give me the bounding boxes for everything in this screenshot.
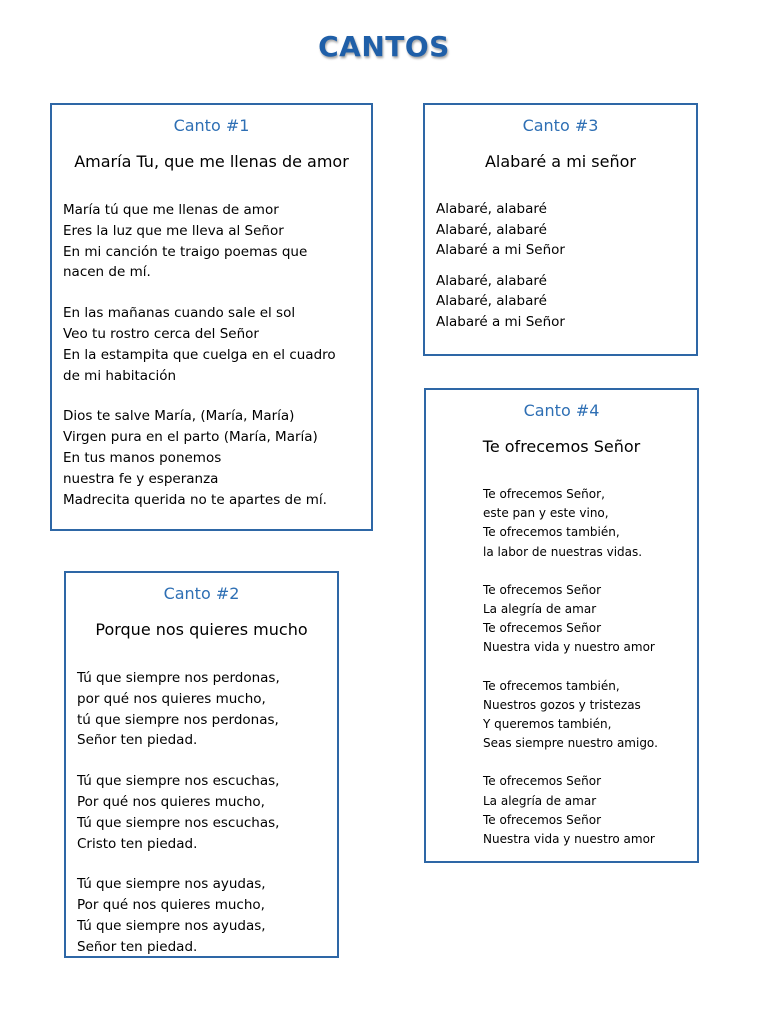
canto-2-box <box>64 571 339 958</box>
canto-title: Te ofrecemos Señor <box>482 437 641 456</box>
lyric-line: Alabaré, alabaré <box>436 221 547 238</box>
lyric-line: Te ofrecemos Señor <box>483 621 602 636</box>
lyric-line: Señor ten piedad. <box>77 732 198 749</box>
lyric-line: Cristo ten piedad. <box>77 835 198 852</box>
canto-title: Porque nos quieres mucho <box>95 620 308 639</box>
lyric-line: Madrecita querida no te apartes de mí. <box>63 491 327 508</box>
canto-title: Amaría Tu, que me llenas de amor <box>74 152 349 171</box>
lyric-line: En mi canción te traigo poemas que <box>63 243 308 260</box>
lyric-line: En la estampita que cuelga en el cuadro <box>63 346 336 363</box>
lyric-line: Eres la luz que me lleva al Señor <box>63 222 284 239</box>
canto-number: Canto #3 <box>522 116 599 135</box>
lyric-line: la labor de nuestras vidas. <box>483 544 643 559</box>
lyric-line: nuestra fe y esperanza <box>63 470 219 487</box>
lyric-line: nacen de mí. <box>63 264 151 281</box>
lyric-line: Por qué nos quieres mucho, <box>77 897 265 914</box>
lyric-line: María tú que me llenas de amor <box>63 202 279 218</box>
lyric-line: En las mañanas cuando sale el sol <box>63 305 296 322</box>
lyric-line: En tus manos ponemos <box>63 449 222 466</box>
stanza <box>77 771 337 854</box>
lyric-line: Alabaré, alabaré <box>436 272 547 289</box>
lyric-line: Alabaré, alabaré <box>436 201 547 217</box>
lyric-line: Por qué nos quieres mucho, <box>77 793 265 810</box>
stanza <box>436 271 696 333</box>
canto-4-box <box>424 388 699 863</box>
canto-1-box <box>50 103 373 531</box>
lyric-line: Alabaré, alabaré <box>436 293 547 309</box>
lyric-line: Tú que siempre nos ayudas, <box>77 917 266 934</box>
lyric-line: Alabaré a mi Señor <box>436 242 565 258</box>
canto-number: Canto #4 <box>523 401 600 420</box>
stanza <box>483 485 697 562</box>
lyric-line: Nuestra vida y nuestro amor <box>483 832 655 847</box>
lyric-line: por qué nos quieres mucho, <box>77 690 266 707</box>
stanza <box>77 874 337 957</box>
lyric-line: Tú que siempre nos escuchas, <box>77 773 280 790</box>
lyric-line: de mi habitación <box>63 367 177 384</box>
lyric-line: Te ofrecemos Señor <box>483 774 602 789</box>
canto-number: Canto #2 <box>163 584 240 603</box>
lyric-line: Nuestra vida y nuestro amor <box>483 640 655 655</box>
lyric-line: Alabaré a mi Señor <box>436 313 565 330</box>
lyric-line: Tú que siempre nos ayudas, <box>77 876 266 893</box>
canto-number: Canto #1 <box>173 116 250 135</box>
lyric-line: Te ofrecemos Señor, <box>483 487 605 501</box>
lyric-line: Y queremos también, <box>483 717 612 732</box>
lyric-line: tú que siempre nos perdonas, <box>77 711 279 728</box>
stanza <box>483 677 697 754</box>
canto-title: Alabaré a mi señor <box>484 152 636 171</box>
lyric-line: La alegría de amar <box>483 793 597 808</box>
stanza <box>63 200 371 283</box>
stanza <box>483 772 697 849</box>
canto-3-box <box>423 103 698 356</box>
stanza <box>436 199 696 261</box>
lyric-line: este pan y este vino, <box>483 506 609 521</box>
page-title: CANTOS <box>318 30 450 63</box>
lyric-line: Seas siempre nuestro amigo. <box>483 736 658 751</box>
canto-lyrics <box>52 200 371 510</box>
stanza <box>77 668 337 751</box>
lyric-line: Señor ten piedad. <box>77 938 198 955</box>
lyric-line: Te ofrecemos Señor <box>483 582 602 597</box>
lyric-line: La alegría de amar <box>483 602 597 617</box>
lyric-line: Nuestros gozos y tristezas <box>483 697 641 712</box>
lyric-line: Te ofrecemos Señor <box>483 812 602 827</box>
stanza <box>483 581 697 658</box>
lyric-line: Tú que siempre nos perdonas, <box>77 670 280 686</box>
canto-lyrics <box>425 199 696 332</box>
lyric-line: Tú que siempre nos escuchas, <box>77 814 280 831</box>
lyric-line: Virgen pura en el parto (María, María) <box>63 429 318 446</box>
lyric-line: Te ofrecemos también, <box>483 678 620 693</box>
stanza <box>63 303 371 386</box>
canto-lyrics <box>66 668 337 958</box>
lyric-line: Veo tu rostro cerca del Señor <box>63 325 259 342</box>
lyric-line: Dios te salve María, (María, María) <box>63 408 295 425</box>
lyric-line: Te ofrecemos también, <box>483 525 620 540</box>
stanza <box>63 406 371 510</box>
canto-lyrics <box>426 485 697 849</box>
